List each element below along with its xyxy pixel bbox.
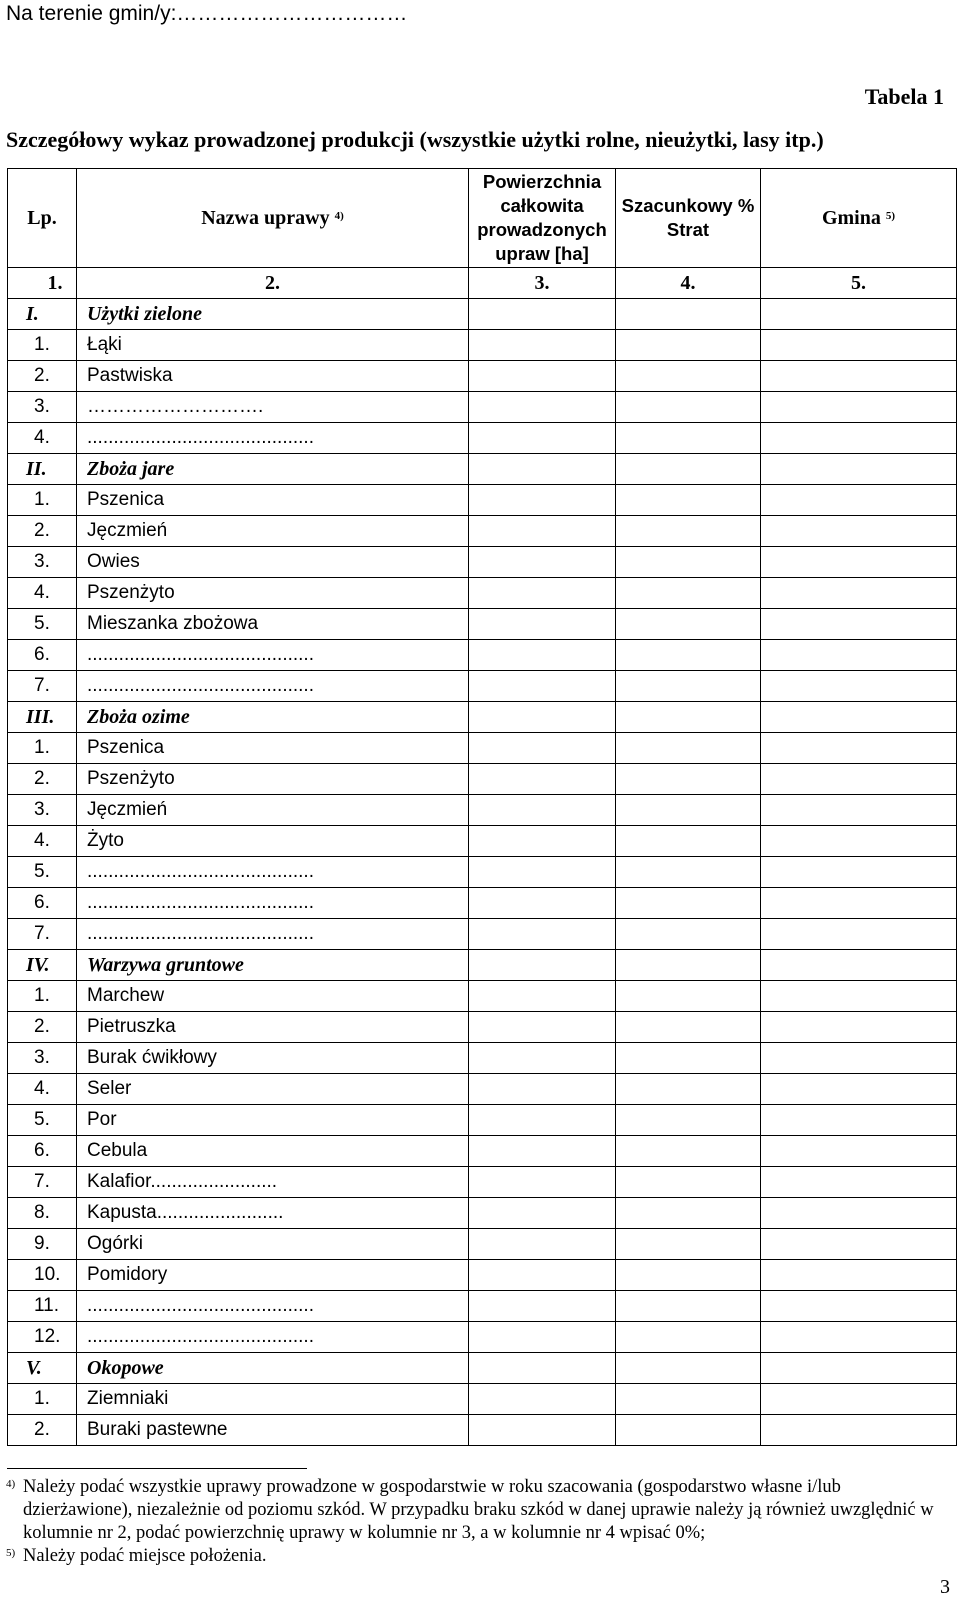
- loss-cell[interactable]: [616, 1074, 761, 1105]
- loss-cell[interactable]: [616, 1260, 761, 1291]
- table-row: [8, 733, 957, 764]
- loss-cell[interactable]: [616, 454, 761, 485]
- footnotes: [6, 1476, 952, 1568]
- crop-name: Marchew: [77, 981, 469, 1012]
- row-number: 1.: [8, 981, 77, 1012]
- crop-name: Ziemniaki: [77, 1384, 469, 1415]
- crop-name: Kalafior........................: [77, 1167, 469, 1198]
- col-number: 2.: [77, 268, 469, 299]
- row-number: 5.: [8, 609, 77, 640]
- area-cell[interactable]: [469, 361, 616, 392]
- loss-cell[interactable]: [616, 516, 761, 547]
- loss-cell[interactable]: [616, 485, 761, 516]
- area-cell[interactable]: [469, 702, 616, 733]
- area-cell[interactable]: [469, 1260, 616, 1291]
- col-number: 1.: [8, 268, 77, 299]
- area-cell[interactable]: [469, 826, 616, 857]
- loss-cell[interactable]: [616, 950, 761, 981]
- row-number: 2.: [8, 1012, 77, 1043]
- footnote-text: Należy podać miejsce położenia.: [23, 1546, 267, 1566]
- loss-cell[interactable]: [616, 1043, 761, 1074]
- area-cell[interactable]: [469, 733, 616, 764]
- municipality-cell[interactable]: [761, 423, 957, 454]
- area-cell[interactable]: [469, 1012, 616, 1043]
- crop-name: Mieszanka zbożowa: [77, 609, 469, 640]
- table-row: [8, 1198, 957, 1229]
- table-row: [8, 1105, 957, 1136]
- footnote-ref-5: 5): [885, 210, 896, 222]
- row-number: 4.: [8, 423, 77, 454]
- area-cell[interactable]: [469, 1291, 616, 1322]
- crop-name: Buraki pastewne: [77, 1415, 469, 1446]
- municipality-cell[interactable]: [761, 1260, 957, 1291]
- table-row: [8, 1415, 957, 1446]
- table-row: [8, 330, 957, 361]
- loss-cell[interactable]: [616, 1384, 761, 1415]
- table-row: [8, 1167, 957, 1198]
- row-number: 2.: [8, 764, 77, 795]
- table-row: [8, 671, 957, 702]
- area-cell[interactable]: [469, 1074, 616, 1105]
- loss-cell[interactable]: [616, 361, 761, 392]
- loss-cell[interactable]: [616, 1291, 761, 1322]
- footnote-ref-4: 4): [334, 210, 344, 222]
- area-cell[interactable]: [469, 516, 616, 547]
- col-header-crop-name: Nazwa uprawy $^{4)}$: [77, 169, 469, 268]
- loss-cell[interactable]: [616, 423, 761, 454]
- footnote-text: Należy podać wszystkie uprawy prowadzone w gospodarstwie w roku szacowania (gospodarstwo własne i/lub dzierżawione), niezależnie od poziomu szkód. W przypadku braku szkód w danej uprawie należy ją również uwzględnić w kolumnie nr 2, podać powierzchnię uprawy w kolumnie nr 3, a w kolumnie nr 4 wpisać 0%;: [23, 1477, 934, 1543]
- area-cell[interactable]: [469, 981, 616, 1012]
- table-row: [8, 1074, 957, 1105]
- row-number: 7.: [8, 1167, 77, 1198]
- municipality-cell[interactable]: [761, 1074, 957, 1105]
- loss-cell[interactable]: [616, 1415, 761, 1446]
- col-number: 3.: [469, 268, 616, 299]
- municipality-cell[interactable]: [761, 1353, 957, 1384]
- area-cell[interactable]: [469, 764, 616, 795]
- loss-cell[interactable]: [616, 795, 761, 826]
- area-cell[interactable]: [469, 1415, 616, 1446]
- municipality-cell[interactable]: [761, 826, 957, 857]
- municipality-cell[interactable]: [761, 516, 957, 547]
- loss-cell[interactable]: [616, 640, 761, 671]
- municipality-cell[interactable]: [761, 888, 957, 919]
- footnote-4: [6, 1476, 952, 1545]
- row-number: 4.: [8, 826, 77, 857]
- crop-name: Pietruszka: [77, 1012, 469, 1043]
- section-row: [8, 950, 957, 981]
- row-number: 3.: [8, 1043, 77, 1074]
- section-name: Użytki zielone: [77, 299, 469, 330]
- table-header-row: [8, 169, 957, 268]
- section-row: [8, 299, 957, 330]
- municipality-cell[interactable]: [761, 1415, 957, 1446]
- loss-cell[interactable]: [616, 299, 761, 330]
- table-row: [8, 640, 957, 671]
- municipality-cell[interactable]: [761, 950, 957, 981]
- row-number: 1.: [8, 733, 77, 764]
- table-row: [8, 361, 957, 392]
- row-number: I.: [8, 299, 77, 330]
- area-cell[interactable]: [469, 857, 616, 888]
- row-number: 11.: [8, 1291, 77, 1322]
- row-number: V.: [8, 1353, 77, 1384]
- col-header-area: Powierzchnia całkowita prowadzonych upraw [ha]: [469, 169, 616, 268]
- footnote-mark: 5): [6, 1547, 16, 1559]
- crop-name: Łąki: [77, 330, 469, 361]
- loss-cell[interactable]: [616, 733, 761, 764]
- section-row: [8, 1353, 957, 1384]
- row-number: IV.: [8, 950, 77, 981]
- loss-cell[interactable]: [616, 857, 761, 888]
- municipality-cell[interactable]: [761, 795, 957, 826]
- area-cell[interactable]: [469, 1043, 616, 1074]
- section-name: Zboża jare: [77, 454, 469, 485]
- area-cell[interactable]: [469, 578, 616, 609]
- loss-cell[interactable]: [616, 981, 761, 1012]
- municipality-cell[interactable]: [761, 702, 957, 733]
- municipality-cell[interactable]: [761, 1291, 957, 1322]
- table-row: [8, 1260, 957, 1291]
- loss-cell[interactable]: [616, 578, 761, 609]
- table-row: [8, 981, 957, 1012]
- crop-name: Żyto: [77, 826, 469, 857]
- row-number: II.: [8, 454, 77, 485]
- municipality-cell[interactable]: [761, 671, 957, 702]
- footnote-5: [6, 1545, 952, 1568]
- col-header-municipality: Gmina $^{5)}$: [761, 169, 957, 268]
- area-cell[interactable]: [469, 1198, 616, 1229]
- row-number: 6.: [8, 640, 77, 671]
- col-number: 5.: [761, 268, 957, 299]
- area-cell[interactable]: [469, 1136, 616, 1167]
- municipality-cell[interactable]: [761, 733, 957, 764]
- row-number: 2.: [8, 516, 77, 547]
- loss-cell[interactable]: [616, 671, 761, 702]
- table-row: [8, 764, 957, 795]
- municipality-cell[interactable]: [761, 1167, 957, 1198]
- loss-cell[interactable]: [616, 1229, 761, 1260]
- area-cell[interactable]: [469, 919, 616, 950]
- crop-name: Pszenżyto: [77, 578, 469, 609]
- municipality-cell[interactable]: [761, 299, 957, 330]
- area-cell[interactable]: [469, 330, 616, 361]
- area-cell[interactable]: [469, 485, 616, 516]
- row-number: 2.: [8, 361, 77, 392]
- row-number: 9.: [8, 1229, 77, 1260]
- table-row: [8, 516, 957, 547]
- area-cell[interactable]: [469, 1322, 616, 1353]
- crop-name: ...........................................: [77, 1322, 469, 1353]
- column-number-row: [8, 268, 957, 299]
- row-number: 7.: [8, 919, 77, 950]
- area-cell[interactable]: [469, 1384, 616, 1415]
- area-cell[interactable]: [469, 547, 616, 578]
- crop-name: Pszenica: [77, 733, 469, 764]
- table-row: [8, 1136, 957, 1167]
- area-cell[interactable]: [469, 299, 616, 330]
- crop-name: ...........................................: [77, 640, 469, 671]
- loss-cell[interactable]: [616, 1353, 761, 1384]
- municipality-cell[interactable]: [761, 392, 957, 423]
- table-row: [8, 1384, 957, 1415]
- row-number: 3.: [8, 795, 77, 826]
- row-number: 4.: [8, 1074, 77, 1105]
- row-number: 1.: [8, 1384, 77, 1415]
- crop-name: Pszenżyto: [77, 764, 469, 795]
- area-cell[interactable]: [469, 888, 616, 919]
- municipality-cell[interactable]: [761, 1198, 957, 1229]
- page-number: 3: [940, 1576, 950, 1598]
- row-number: 4.: [8, 578, 77, 609]
- area-cell[interactable]: [469, 423, 616, 454]
- table-row: [8, 795, 957, 826]
- row-number: III.: [8, 702, 77, 733]
- section-name: Zboża ozime: [77, 702, 469, 733]
- area-cell[interactable]: [469, 1167, 616, 1198]
- crop-name: Cebula: [77, 1136, 469, 1167]
- row-number: 3.: [8, 547, 77, 578]
- crop-name: Pastwiska: [77, 361, 469, 392]
- table-row: [8, 392, 957, 423]
- loss-cell[interactable]: [616, 702, 761, 733]
- area-cell[interactable]: [469, 609, 616, 640]
- section-row: [8, 454, 957, 485]
- col-number: 4.: [616, 268, 761, 299]
- loss-cell[interactable]: [616, 1012, 761, 1043]
- row-number: 5.: [8, 1105, 77, 1136]
- municipality-cell[interactable]: [761, 981, 957, 1012]
- municipality-cell[interactable]: [761, 485, 957, 516]
- municipality-cell[interactable]: [761, 857, 957, 888]
- section-name: Warzywa gruntowe: [77, 950, 469, 981]
- table-row: [8, 423, 957, 454]
- loss-cell[interactable]: [616, 1167, 761, 1198]
- row-number: 10.: [8, 1260, 77, 1291]
- production-table: [7, 168, 957, 1446]
- row-number: 6.: [8, 1136, 77, 1167]
- table-row: [8, 1229, 957, 1260]
- crop-name: Owies: [77, 547, 469, 578]
- municipality-cell[interactable]: [761, 547, 957, 578]
- area-cell[interactable]: [469, 392, 616, 423]
- table-row: [8, 1043, 957, 1074]
- crop-name: Jęczmień: [77, 795, 469, 826]
- area-cell[interactable]: [469, 1229, 616, 1260]
- loss-cell[interactable]: [616, 1136, 761, 1167]
- municipality-cell[interactable]: [761, 1043, 957, 1074]
- municipality-cell[interactable]: [761, 1384, 957, 1415]
- table-row: [8, 888, 957, 919]
- loss-cell[interactable]: [616, 330, 761, 361]
- section-name: Okopowe: [77, 1353, 469, 1384]
- footnote-divider: [7, 1468, 307, 1469]
- row-number: 5.: [8, 857, 77, 888]
- loss-cell[interactable]: [616, 1105, 761, 1136]
- row-number: 1.: [8, 485, 77, 516]
- municipality-cell[interactable]: [761, 1105, 957, 1136]
- row-number: 2.: [8, 1415, 77, 1446]
- table-row: [8, 1291, 957, 1322]
- area-cell[interactable]: [469, 1353, 616, 1384]
- area-cell[interactable]: [469, 950, 616, 981]
- document-title: Szczegółowy wykaz prowadzonej produkcji (wszystkie użytki rolne, nieużytki, lasy itp.): [6, 127, 824, 152]
- loss-cell[interactable]: [616, 888, 761, 919]
- municipality-cell[interactable]: [761, 361, 957, 392]
- crop-name: Por: [77, 1105, 469, 1136]
- area-cell[interactable]: [469, 671, 616, 702]
- row-number: 3.: [8, 392, 77, 423]
- area-cell[interactable]: [469, 1105, 616, 1136]
- crop-name: ...........................................: [77, 423, 469, 454]
- table-label: Tabela 1: [864, 84, 944, 109]
- crop-name: Seler: [77, 1074, 469, 1105]
- table-row: [8, 826, 957, 857]
- col-header-loss: Szacunkowy % Strat: [616, 169, 761, 268]
- loss-cell[interactable]: [616, 764, 761, 795]
- municipality-cell[interactable]: [761, 764, 957, 795]
- loss-cell[interactable]: [616, 609, 761, 640]
- municipality-cell[interactable]: [761, 609, 957, 640]
- loss-cell[interactable]: [616, 826, 761, 857]
- loss-cell[interactable]: [616, 919, 761, 950]
- table-row: [8, 1012, 957, 1043]
- section-row: [8, 702, 957, 733]
- municipality-cell[interactable]: [761, 1136, 957, 1167]
- crop-name: Pszenica: [77, 485, 469, 516]
- municipality-cell[interactable]: [761, 578, 957, 609]
- row-number: 7.: [8, 671, 77, 702]
- crop-name: ...........................................: [77, 888, 469, 919]
- table-row: [8, 1322, 957, 1353]
- col-header-lp: Lp.: [8, 169, 77, 268]
- municipality-cell[interactable]: [761, 1322, 957, 1353]
- municipality-line: Na terenie gmin/y:……………………………: [6, 2, 408, 25]
- crop-name: ...........................................: [77, 857, 469, 888]
- crop-name: ……………………….: [77, 392, 469, 423]
- municipality-cell[interactable]: [761, 1012, 957, 1043]
- municipality-cell[interactable]: [761, 454, 957, 485]
- area-cell[interactable]: [469, 454, 616, 485]
- crop-name: Ogórki: [77, 1229, 469, 1260]
- loss-cell[interactable]: [616, 1198, 761, 1229]
- loss-cell[interactable]: [616, 392, 761, 423]
- crop-name: ...........................................: [77, 671, 469, 702]
- table-row: [8, 547, 957, 578]
- crop-name: Burak ćwikłowy: [77, 1043, 469, 1074]
- row-number: 12.: [8, 1322, 77, 1353]
- crop-name: Pomidory: [77, 1260, 469, 1291]
- crop-name: ...........................................: [77, 1291, 469, 1322]
- municipality-cell[interactable]: [761, 919, 957, 950]
- area-cell[interactable]: [469, 640, 616, 671]
- crop-name: Kapusta........................: [77, 1198, 469, 1229]
- loss-cell[interactable]: [616, 547, 761, 578]
- table-row: [8, 919, 957, 950]
- municipality-cell[interactable]: [761, 640, 957, 671]
- table-row: [8, 485, 957, 516]
- area-cell[interactable]: [469, 795, 616, 826]
- table-row: [8, 609, 957, 640]
- crop-name: ...........................................: [77, 919, 469, 950]
- footnote-mark: 4): [6, 1478, 16, 1490]
- table-row: [8, 578, 957, 609]
- municipality-cell[interactable]: [761, 330, 957, 361]
- crop-name: Jęczmień: [77, 516, 469, 547]
- table-row: [8, 857, 957, 888]
- loss-cell[interactable]: [616, 1322, 761, 1353]
- municipality-cell[interactable]: [761, 1229, 957, 1260]
- row-number: 8.: [8, 1198, 77, 1229]
- row-number: 6.: [8, 888, 77, 919]
- row-number: 1.: [8, 330, 77, 361]
